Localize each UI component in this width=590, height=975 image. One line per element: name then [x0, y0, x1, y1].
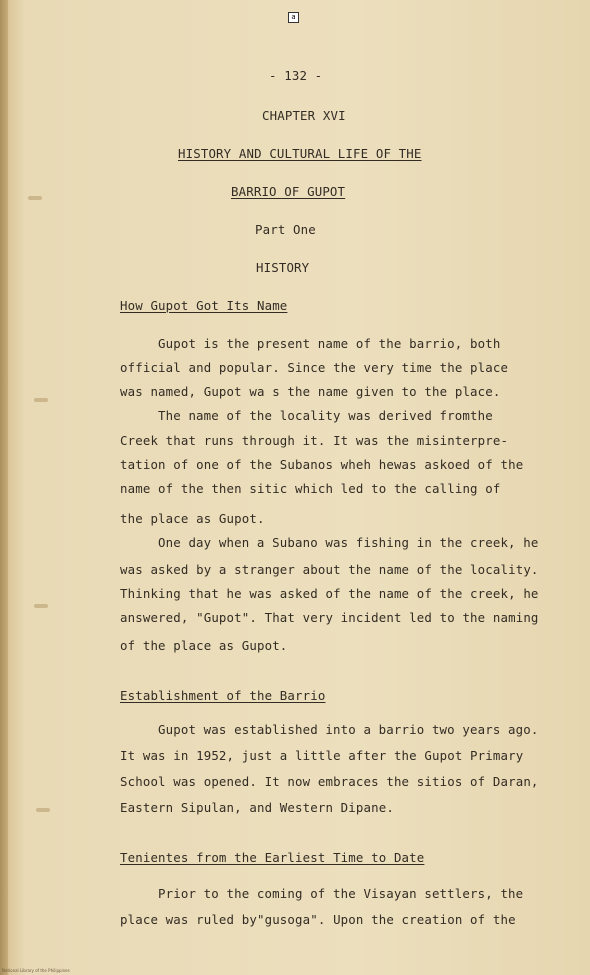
paragraph-line: Creek that runs through it. It was the misinterpre-	[120, 433, 509, 448]
paragraph-line: It was in 1952, just a little after the Gupot Primary	[120, 748, 524, 763]
part-title: HISTORY	[256, 260, 310, 275]
section-heading: Establishment of the Barrio	[120, 688, 326, 703]
paragraph-line: name of the then sitic which led to the calling of	[120, 481, 501, 496]
paragraph-line: official and popular. Since the very time the place	[120, 360, 509, 375]
paragraph-line: Prior to the coming of the Visayan settlers, the	[158, 886, 524, 901]
paragraph-line: the place as Gupot.	[120, 511, 265, 526]
paragraph-line: The name of the locality was derived fromthe	[158, 408, 493, 423]
paragraph-line: of the place as Gupot.	[120, 638, 288, 653]
page-number: - 132 -	[269, 68, 323, 83]
paper-mark	[34, 604, 48, 608]
chapter-title-line-2: BARRIO OF GUPOT	[231, 184, 346, 199]
section-heading: How Gupot Got Its Name	[120, 298, 288, 313]
paragraph-line: was named, Gupot wa s the name given to the place.	[120, 384, 501, 399]
paragraph-line: was asked by a stranger about the name of the locality.	[120, 562, 539, 577]
page-tag: a	[288, 12, 299, 23]
paper-mark	[34, 398, 48, 402]
paragraph-line: Eastern Sipulan, and Western Dipane.	[120, 800, 394, 815]
part-label: Part One	[255, 222, 316, 237]
paragraph-line: One day when a Subano was fishing in the creek, he	[158, 535, 539, 550]
chapter-heading: CHAPTER XVI	[262, 108, 346, 123]
paragraph-line: Thinking that he was asked of the name of the creek, he	[120, 586, 539, 601]
section-heading: Tenientes from the Earliest Time to Date	[120, 850, 425, 865]
footer-text: National Library of the Philippines	[2, 968, 70, 973]
paragraph-line: place was ruled by"gusoga". Upon the creation of the	[120, 912, 516, 927]
paragraph-line: Gupot is the present name of the barrio, both	[158, 336, 501, 351]
paragraph-line: tation of one of the Subanos wheh hewas askoed of the	[120, 457, 524, 472]
paragraph-line: answered, "Gupot". That very incident led to the naming	[120, 610, 539, 625]
page-binding-edge	[0, 0, 8, 975]
paper-mark	[36, 808, 50, 812]
paragraph-line: Gupot was established into a barrio two years ago.	[158, 722, 539, 737]
paragraph-line: School was opened. It now embraces the sitios of Daran,	[120, 774, 539, 789]
paper-mark	[28, 196, 42, 200]
chapter-title-line-1: HISTORY AND CULTURAL LIFE OF THE	[178, 146, 422, 161]
